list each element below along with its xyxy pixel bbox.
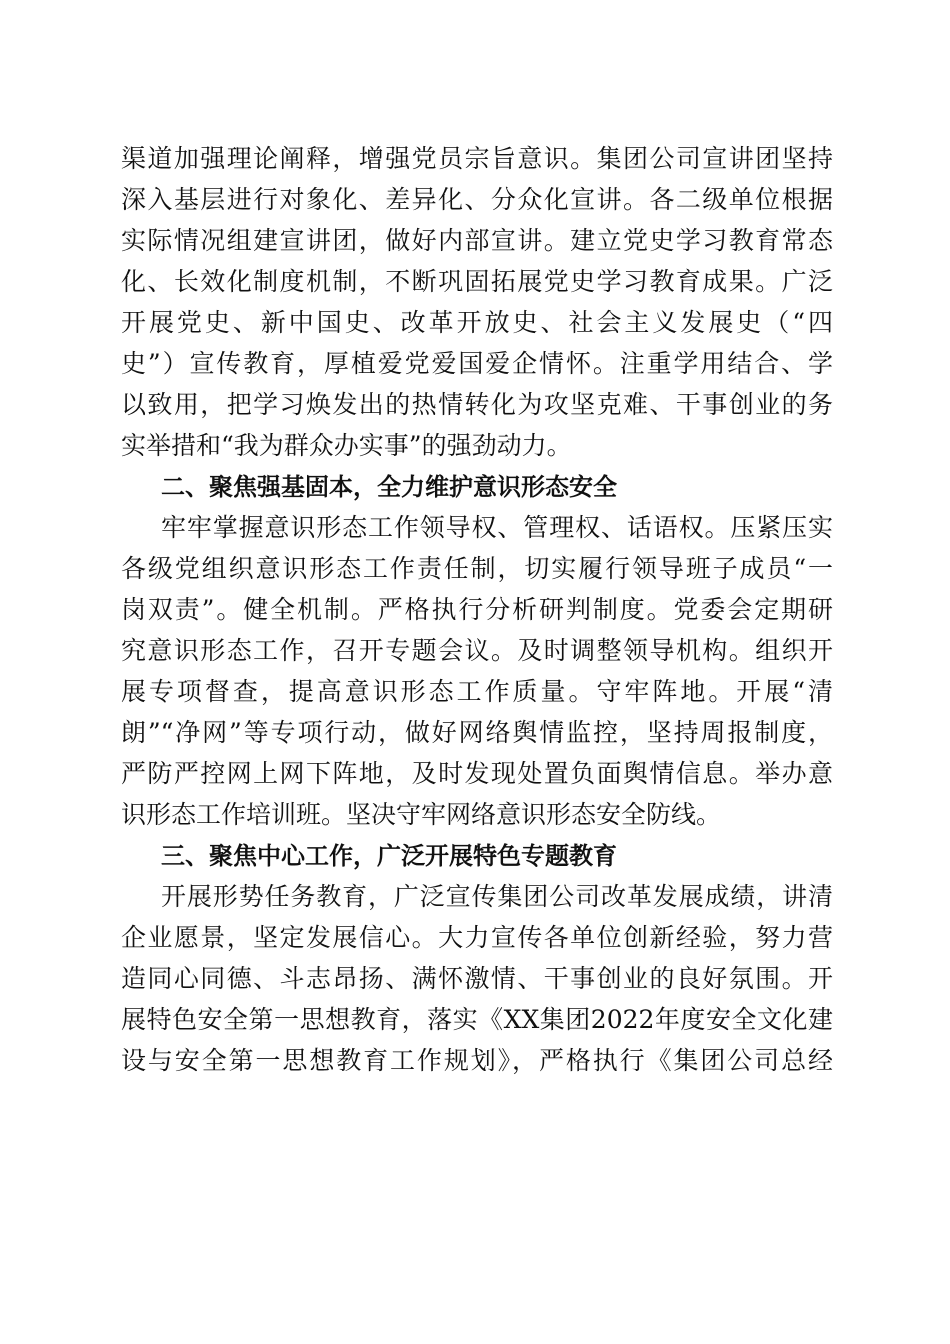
text-line: 各级党组织意识形态工作责任制，切实履行领导班子成员“一 bbox=[121, 554, 833, 583]
text-line: 化、长效化制度机制，不断巩固拓展党史学习教育成果。广泛 bbox=[121, 267, 833, 296]
text-line: 史”）宣传教育，厚植爱党爱国爱企情怀。注重学用结合、学 bbox=[121, 349, 833, 378]
section-heading-3: 三、聚焦中心工作，广泛开展特色专题教育 bbox=[161, 842, 617, 870]
text-line: 岗双责”。健全机制。严格执行分析研判制度。党委会定期研 bbox=[121, 595, 833, 624]
text-line: 开展形势任务教育，广泛宣传集团公司改革发展成绩，讲清 bbox=[161, 882, 833, 911]
text-line: 实举措和“我为群众办实事”的强劲动力。 bbox=[121, 431, 572, 460]
text-line: 渠道加强理论阐释，增强党员宗旨意识。集团公司宣讲团坚持 bbox=[121, 144, 833, 173]
text-line: 以致用，把学习焕发出的热情转化为攻坚克难、干事创业的务 bbox=[121, 390, 833, 419]
text-line: 实际情况组建宣讲团，做好内部宣讲。建立党史学习教育常态 bbox=[121, 226, 833, 255]
text-line: 展专项督查，提高意识形态工作质量。守牢阵地。开展“清 bbox=[121, 677, 833, 706]
text-line: 深入基层进行对象化、差异化、分众化宣讲。各二级单位根据 bbox=[121, 185, 833, 214]
text-line: 开展党史、新中国史、改革开放史、社会主义发展史（“四 bbox=[121, 308, 833, 337]
text-line: 设与安全第一思想教育工作规划》，严格执行《集团公司总经 bbox=[121, 1046, 833, 1075]
text-line: 朗”“净网”等专项行动，做好网络舆情监控，坚持周报制度， bbox=[121, 718, 833, 747]
text-line: 展特色安全第一思想教育，落实《XX集团2022年度安全文化建 bbox=[121, 1005, 833, 1034]
text-line: 企业愿景，坚定发展信心。大力宣传各单位创新经验，努力营 bbox=[121, 923, 833, 952]
text-line: 严防严控网上网下阵地，及时发现处置负面舆情信息。举办意 bbox=[121, 759, 833, 788]
text-line: 造同心同德、斗志昂扬、满怀激情、干事创业的良好氛围。开 bbox=[121, 964, 833, 993]
text-line: 究意识形态工作，召开专题会议。及时调整领导机构。组织开 bbox=[121, 636, 833, 665]
section-heading-2: 二、聚焦强基固本，全力维护意识形态安全 bbox=[161, 473, 617, 501]
text-line: 识形态工作培训班。坚决守牢网络意识形态安全防线。 bbox=[121, 800, 722, 829]
text-line: 牢牢掌握意识形态工作领导权、管理权、话语权。压紧压实 bbox=[161, 513, 833, 542]
